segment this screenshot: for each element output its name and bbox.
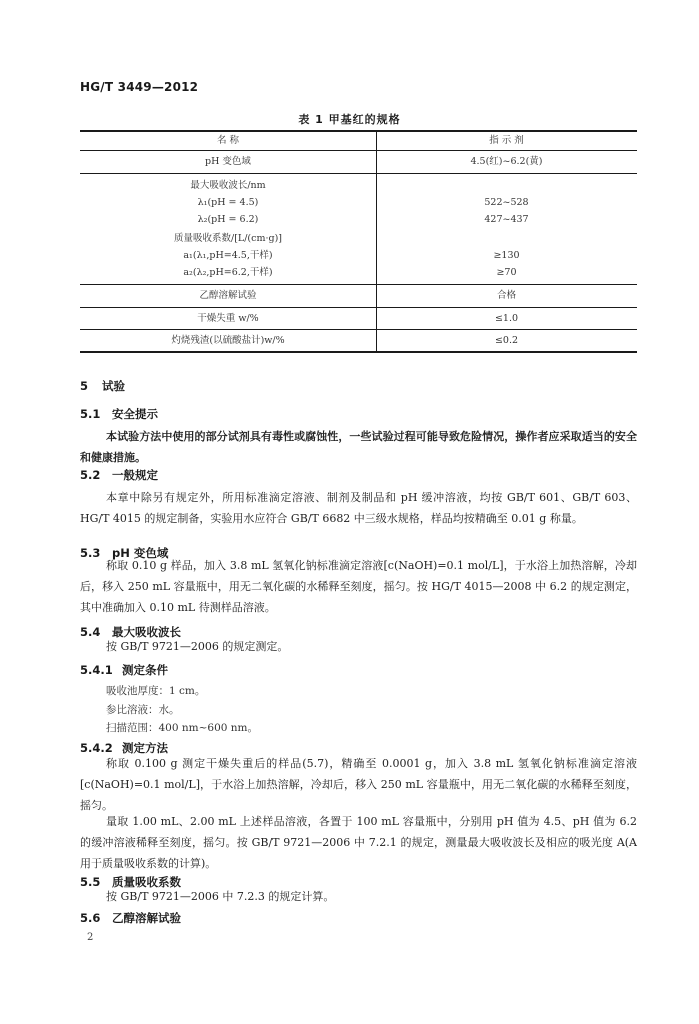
method-paragraph: 量取 1.00 mL、2.00 mL 上述样品溶液，各置于 100 mL 容量瓶中，分别用 pH 值为 4.5、pH 值为 6.2 的缓冲溶液稀释至刻度，摇匀。按 GB/T 9721—2006 中 7.2.1 的规定，测量最大吸收波长及相应的吸光度 A(A 用于质量吸收系数的计算)。: [80, 815, 637, 870]
method-paragraph: 称取 0.100 g 测定干燥失重后的样品(5.7)，精确至 0.0001 g，加入 3.8 mL 氢氧化钠标准滴定溶液[c(NaOH)=0.1 mol/L]，于水浴上加热溶解，冷却后，移入 250 mL 容量瓶中，用无二氧化碳的水稀释至刻度，摇匀。: [80, 757, 637, 812]
section-title: 一般规定: [112, 468, 158, 482]
section-heading: [80, 910, 181, 926]
section-number: 5.3: [80, 546, 101, 560]
section-number: 5.5: [80, 875, 101, 889]
table-caption: 表 1 甲基红的规格: [298, 113, 401, 126]
table-cell-value: 合格: [496, 290, 516, 301]
standard-code: HG/T 3449—2012: [80, 80, 199, 94]
max-wavelength-paragraph: 按 GB/T 9721—2006 的规定测定。: [106, 640, 289, 653]
table-cell-name: a₁(λ₁,pH=4.5,干样): [183, 250, 273, 261]
table-cell-name: 乙醇溶解试验: [199, 290, 257, 301]
table-cell-value: ≥70: [496, 267, 517, 278]
table-cell-name: 干燥失重 w/%: [197, 313, 259, 324]
table-cell-name: a₂(λ₂,pH=6.2,干样): [183, 267, 273, 278]
section-heading: [80, 467, 158, 483]
ph-range-paragraph: 称取 0.10 g 样品，加入 3.8 mL 氢氧化钠标准滴定溶液[c(NaOH)=0.1 mol/L]，于水浴上加热溶解，冷却后，移入 250 mL 容量瓶中，用无二氧化碳的水稀释至刻度，摇匀。按 HG/T 4015—2008 中 6.2 的规定测定，其中准确加入 0.10 mL 待测样品溶液。: [80, 559, 637, 614]
general-rules-paragraph: 本章中除另有规定外，所用标准滴定溶液、制剂及制品和 pH 缓冲溶液，均按 GB/T 601、GB/T 603、HG/T 4015 的规定制备，实验用水应符合 GB/T 6682 中三级水规格，样品均按精确至 0.01 g 称量。: [80, 491, 637, 525]
table-header-name: 名 称: [216, 135, 240, 146]
section-number: 5.4.1: [80, 663, 113, 677]
section-heading: [80, 406, 158, 422]
section-title: 质量吸收系数: [112, 875, 181, 889]
table-cell-value: ≤0.2: [494, 335, 519, 346]
section-heading: [80, 378, 125, 394]
section-title: 最大吸收波长: [112, 625, 181, 639]
section-title: 乙醇溶解试验: [112, 911, 181, 925]
table-cell-name: λ₂(pH = 6.2): [197, 214, 259, 225]
section-title: 试验: [102, 379, 125, 393]
table-cell-value: 427~437: [484, 214, 529, 225]
table-header-rule: [80, 150, 637, 151]
table-bottom-rule: [80, 351, 637, 353]
table-cell-name: 质量吸收系数/[L/(cm·g)]: [174, 233, 282, 244]
table-cell-name: 灼烧残渣(以硫酸盐计)w/%: [171, 335, 285, 346]
table-cell-name: pH 变色域: [205, 156, 251, 167]
table-cell-value: 522~528: [484, 197, 529, 208]
section-title: 安全提示: [112, 407, 158, 421]
table-row-rule: [80, 307, 637, 308]
section-number: 5.1: [80, 407, 101, 421]
section-heading: [80, 662, 168, 678]
table-cell-value: ≤1.0: [494, 313, 519, 324]
absorption-coefficient-paragraph: 按 GB/T 9721—2006 中 7.2.3 的规定计算。: [106, 890, 335, 903]
condition-line: 扫描范围：400 nm~600 nm。: [106, 722, 258, 734]
spec-table: [80, 130, 637, 353]
table-cell-value: ≥130: [493, 250, 520, 261]
condition-line: 吸收池厚度：1 cm。: [106, 685, 206, 697]
condition-line: 参比溶液：水。: [106, 704, 180, 716]
table-cell-value: 4.5(红)~6.2(黄): [470, 156, 543, 167]
table-row-rule: [80, 284, 637, 285]
section-number: 5.4.2: [80, 741, 113, 755]
table-cell-name: λ₁(pH = 4.5): [197, 197, 259, 208]
table-row-rule: [80, 173, 637, 174]
section-title: pH 变色域: [112, 546, 169, 560]
section-number: 5.6: [80, 911, 101, 925]
page-number: 2: [87, 932, 94, 943]
section-number: 5.2: [80, 468, 101, 482]
section-number: 5.4: [80, 625, 101, 639]
safety-paragraph: 本试验方法中使用的部分试剂具有毒性或腐蚀性，一些试验过程可能导致危险情况，操作者应采取适当的安全和健康措施。: [80, 430, 637, 464]
table-cell-name: 最大吸收波长/nm: [190, 180, 266, 191]
table-header-value: 指 示 剂: [489, 135, 524, 146]
section-title: 测定条件: [122, 663, 168, 677]
section-title: 测定方法: [122, 741, 168, 755]
table-row-rule: [80, 329, 637, 330]
section-number: 5: [80, 379, 89, 393]
